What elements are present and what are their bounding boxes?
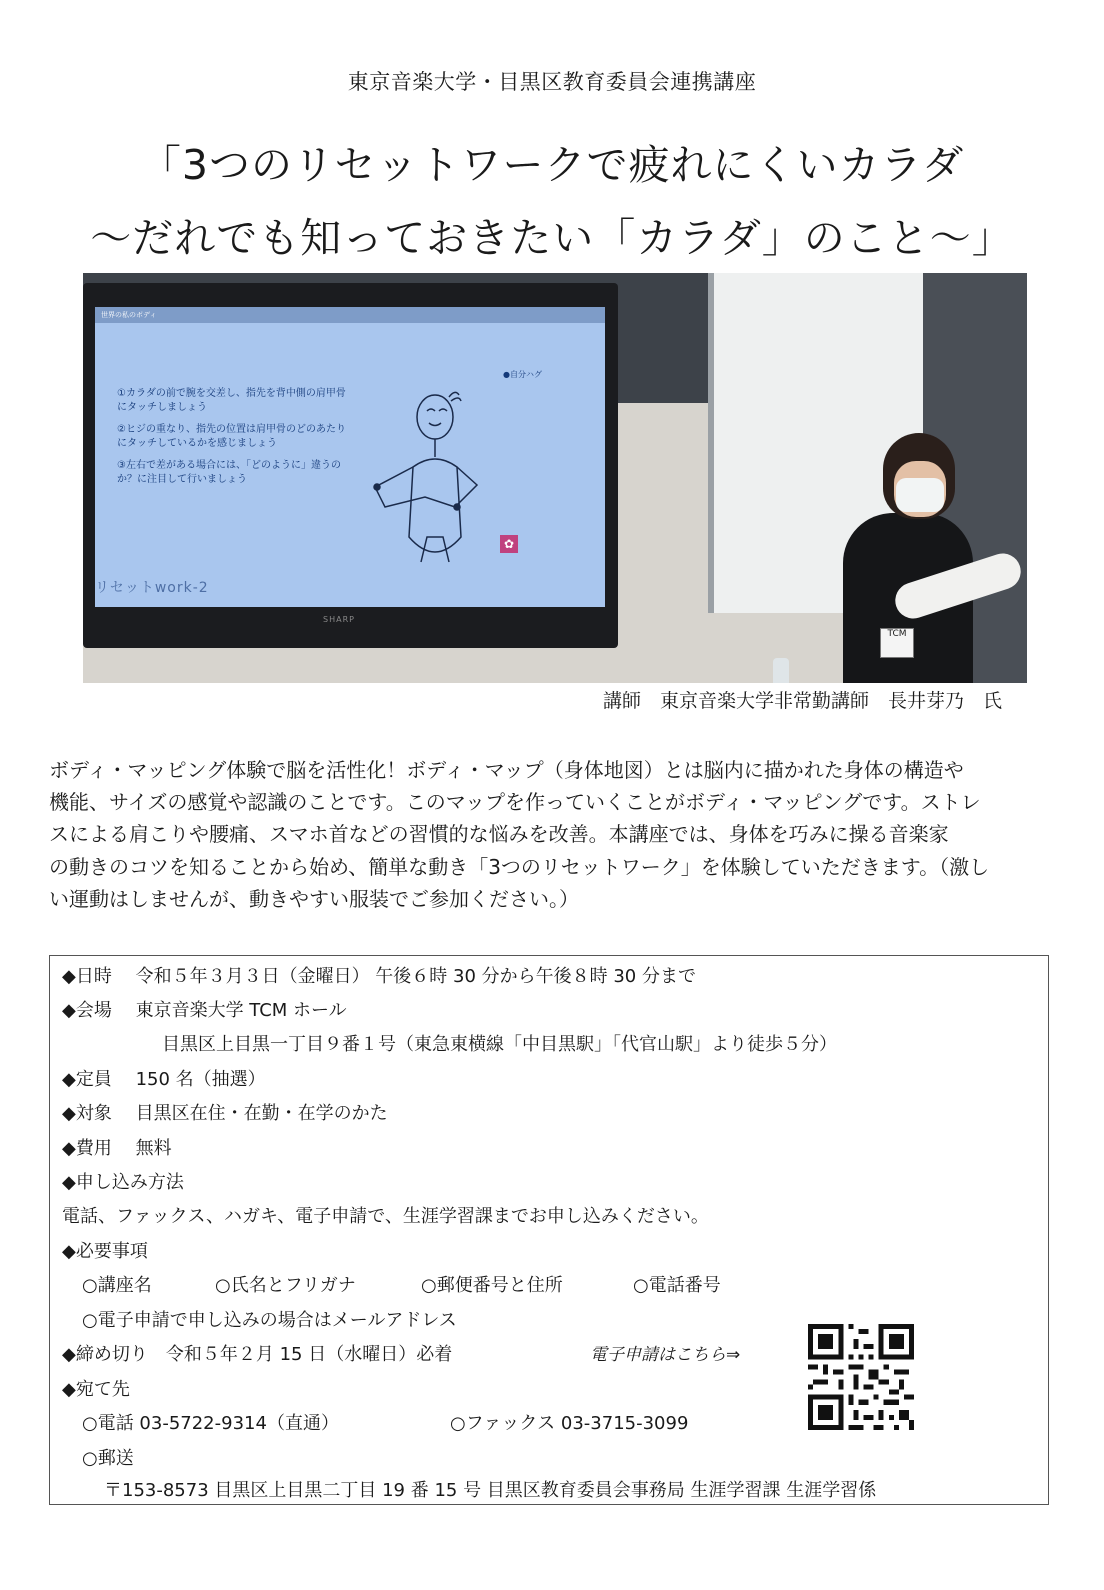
intro-line: い運動はしませんが、動きやすい服装でご参加ください。） xyxy=(49,886,579,911)
required-item: ○郵便番号と住所 xyxy=(421,1275,563,1296)
lecture-photo xyxy=(83,273,1027,683)
online-apply-label: 電子申請はこちら⇒ xyxy=(590,1345,741,1365)
info-capacity: ◆定員 150 名（抽選） xyxy=(62,1069,266,1090)
lecturer-credit: 講師 東京音楽大学非常勤講師 長井芽乃 氏 xyxy=(602,690,1002,712)
title-line-2: ～だれでも知っておきたい「カラダ」のこと～」 xyxy=(90,214,1014,262)
qr-code[interactable] xyxy=(808,1324,914,1430)
intro-paragraph xyxy=(49,754,1057,915)
tv-brand: SHARP xyxy=(323,615,355,624)
info-dest-heading: ◆宛て先 xyxy=(62,1379,130,1400)
info-fee: ◆費用 無料 xyxy=(62,1138,172,1159)
intro-line: の動きのコツを知ることから始め、簡単な動き「3つのリセットワーク」を体験していただきます。（激し xyxy=(49,854,990,879)
info-box xyxy=(49,955,1049,1505)
dest-mail-address: 〒153-8573 目黒区上目黒二丁目 19 番 15 号 目黒区教育委員会事務局 生涯学習課 生涯学習係 xyxy=(104,1480,877,1501)
name-badge: TCM xyxy=(880,628,914,658)
face-mask xyxy=(896,478,944,512)
stick-figure-illustration xyxy=(365,387,505,587)
intro-line: 機能、サイズの感覚や認識のことです。このマップを作っていくことがボディ・マッピングです。ストレ xyxy=(49,790,981,815)
info-deadline: ◆締め切り 令和５年２月 15 日（水曜日）必着 xyxy=(62,1344,453,1365)
info-target: ◆対象 目黒区在住・在勤・在学のかた xyxy=(62,1103,388,1124)
slide-item: ③左右で差がある場合には、「どのように」違うのか？に注目して行いましょう xyxy=(117,460,341,485)
slide-header: 世界の私のボディ xyxy=(95,307,605,323)
flower-icon: ✿ xyxy=(500,535,518,553)
info-date: ◆日時 令和５年３月３日（金曜日） 午後６時 30 分から午後８時 30 分まで xyxy=(62,966,696,987)
slide-item: ①カラダの前で腕を交差し、指先を背中側の肩甲骨にタッチしましょう xyxy=(117,388,346,413)
required-item: ○講座名 xyxy=(82,1275,152,1296)
required-email: ○電子申請で申し込みの場合はメールアドレス xyxy=(82,1310,457,1331)
info-apply-text: 電話、ファックス、ハガキ、電子申請で、生涯学習課までお申し込みください。 xyxy=(62,1206,709,1227)
slide-item: ②ヒジの重なり、指先の位置は肩甲骨のどのあたりにタッチしているかを感じましょう xyxy=(117,424,346,449)
required-item: ○氏名とフリガナ xyxy=(215,1275,356,1296)
slide-screen xyxy=(95,307,605,607)
required-item: ○電話番号 xyxy=(633,1275,721,1296)
intro-line: ボディ・マッピング体験で脳を活性化！ボディ・マップ（身体地図）とは脳内に描かれた身体の構造や xyxy=(49,758,964,782)
slide-text xyxy=(117,387,347,495)
info-required-heading: ◆必要事項 xyxy=(62,1241,148,1262)
series-header: 東京音楽大学・目黒区教育委員会連携講座 xyxy=(347,70,757,94)
water-bottle xyxy=(773,658,789,683)
dest-phone: ○電話 03-5722-9314（直通） xyxy=(82,1413,339,1434)
dest-fax: ○ファックス 03-3715-3099 xyxy=(450,1413,689,1434)
slide-tag: ●自分ハグ xyxy=(503,370,542,379)
info-venue: ◆会場 東京音楽大学 TCM ホール xyxy=(62,1000,347,1021)
tv-monitor xyxy=(83,283,618,648)
title-line-1: 「3つのリセットワークで疲れにくいカラダ xyxy=(139,141,965,189)
info-venue-address: 目黒区上目黒一丁目９番１号（東急東横線「中目黒駅」「代官山駅」より徒歩５分） xyxy=(162,1034,837,1055)
slide-footer: リセットwork-2 xyxy=(95,580,209,596)
dest-mail-heading: ○郵送 xyxy=(82,1448,134,1469)
info-apply-heading: ◆申し込み方法 xyxy=(62,1172,184,1193)
intro-line: スによる肩こりや腰痛、スマホ首などの習慣的な悩みを改善。本講座では、身体を巧みに操る音楽家 xyxy=(49,822,949,847)
